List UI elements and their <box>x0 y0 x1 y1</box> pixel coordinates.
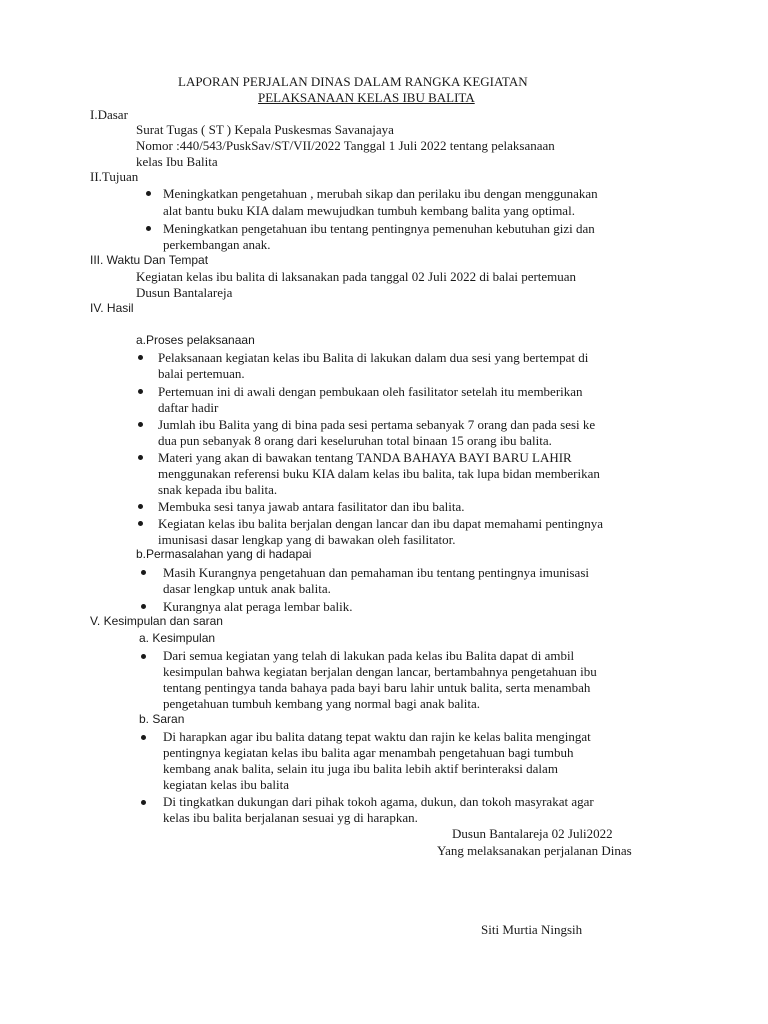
list-item-continued: kesimpulan bahwa kegiatan berjalan dengan lancar, bertambahnya pengetahuan ibu <box>163 664 597 679</box>
section-heading-waktu: III. Waktu Dan Tempat <box>90 253 209 267</box>
list-item-continued: tentang pentingya tanda bahaya pada bayi baru lahir untuk balita, serta menambah <box>163 680 591 695</box>
list-item: Pertemuan ini di awali dengan pembukaan oleh fasilitator setelah itu memberikan <box>158 384 583 399</box>
bullet-icon <box>146 191 151 196</box>
list-item: Kurangnya alat peraga lembar balik. <box>163 599 353 614</box>
list-item: Di tingkatkan dukungan dari pihak tokoh agama, dukun, dan tokoh masyrakat agar <box>163 794 594 809</box>
dasar-line: Surat Tugas ( ST ) Kepala Puskesmas Savanajaya <box>136 122 394 137</box>
section-heading-dasar: I.Dasar <box>90 107 128 122</box>
list-item: Masih Kurangnya pengetahuan dan pemahaman ibu tentang pentingnya imunisasi <box>163 565 589 580</box>
section-heading-hasil: IV. Hasil <box>90 301 134 315</box>
bullet-icon <box>138 521 143 526</box>
bullet-icon <box>141 654 146 659</box>
section-heading-kesimpulan: V. Kesimpulan dan saran <box>90 614 223 628</box>
list-item-continued: dua pun sebanyak 8 orang dari keseluruhan total binaan 15 orang ibu balita. <box>158 433 552 448</box>
dasar-line: Nomor :440/543/PuskSav/ST/VII/2022 Tanggal 1 Juli 2022 tentang pelaksanaan <box>136 138 555 153</box>
list-item-continued: kelas ibu balita berjalanan sesuai yg di harapkan. <box>163 810 418 825</box>
closing-place-date: Dusun Bantalareja 02 Juli2022 <box>452 826 613 841</box>
list-item: Membuka sesi tanya jawab antara fasilitator dan ibu balita. <box>158 499 465 514</box>
list-item-continued: menggunakan referensi buku KIA dalam kelas ibu balita, tak lupa bidan memberikan <box>158 466 600 481</box>
bullet-icon <box>138 455 143 460</box>
bullet-icon <box>141 735 146 740</box>
waktu-line: Kegiatan kelas ibu balita di laksanakan pada tanggal 02 Juli 2022 di balai pertemuan <box>136 269 577 284</box>
bullet-icon <box>141 604 146 609</box>
list-item-continued: perkembangan anak. <box>163 237 271 252</box>
subheading-saran: b. Saran <box>139 712 185 726</box>
list-item-continued: daftar hadir <box>158 400 219 415</box>
list-item-continued: pengetahuan tumbuh kembang yang normal bagi anak balita. <box>163 696 480 711</box>
list-item: Pelaksanaan kegiatan kelas ibu Balita di lakukan dalam dua sesi yang bertempat di <box>158 350 589 365</box>
bullet-icon <box>138 389 143 394</box>
doc-title: LAPORAN PERJALAN DINAS DALAM RANGKA KEGIATAN <box>178 74 528 89</box>
list-item: Meningkatkan pengetahuan ibu tentang pentingnya pemenuhan kebutuhan gizi dan <box>163 221 595 236</box>
list-item: Materi yang akan di bawakan tentang TANDA BAHAYA BAYI BARU LAHIR <box>158 450 572 465</box>
bullet-icon <box>138 422 143 427</box>
list-item: Jumlah ibu Balita yang di bina pada sesi pertama sebanyak 7 orang dan pada sesi ke <box>158 417 596 432</box>
bullet-icon <box>146 226 151 231</box>
subheading-permasalahan: b.Permasalahan yang di hadapai <box>136 547 312 561</box>
list-item: Kegiatan kelas ibu balita berjalan dengan lancar dan ibu dapat memahami pentingnya <box>158 516 604 531</box>
doc-subtitle: PELAKSANAAN KELAS IBU BALITA <box>258 90 475 105</box>
signatory-name: Siti Murtia Ningsih <box>481 922 583 937</box>
list-item-continued: kembang anak balita, selain itu juga ibu balita lebih aktif berinteraksi dalam <box>163 761 558 776</box>
bullet-icon <box>138 355 143 360</box>
closing-role: Yang melaksanakan perjalanan Dinas <box>437 843 632 858</box>
list-item: Di harapkan agar ibu balita datang tepat waktu dan rajin ke kelas balita mengingat <box>163 729 591 744</box>
section-heading-tujuan: II.Tujuan <box>90 169 139 184</box>
list-item: Dari semua kegiatan yang telah di lakukan pada kelas ibu Balita dapat di ambil <box>163 648 575 663</box>
list-item: Meningkatkan pengetahuan , merubah sikap dan perilaku ibu dengan menggunakan <box>163 186 598 201</box>
list-item-continued: kegiatan kelas ibu balita <box>163 777 289 792</box>
list-item-continued: balai pertemuan. <box>158 366 245 381</box>
list-item-continued: snak kepada ibu balita. <box>158 482 278 497</box>
dasar-line: kelas Ibu Balita <box>136 154 218 169</box>
bullet-icon <box>141 570 146 575</box>
list-item-continued: pentingnya kegiatan kelas ibu balita agar menambah pengetahuan bagi tumbuh <box>163 745 574 760</box>
subheading-proses: a.Proses pelaksanaan <box>136 333 255 347</box>
subheading-kesimpulan: a. Kesimpulan <box>139 631 216 645</box>
bullet-icon <box>138 504 143 509</box>
waktu-line: Dusun Bantalareja <box>136 285 233 300</box>
list-item-continued: dasar lengkap untuk anak balita. <box>163 581 331 596</box>
list-item-continued: alat bantu buku KIA dalam mewujudkan tumbuh kembang balita yang optimal. <box>163 203 575 218</box>
bullet-icon <box>141 800 146 805</box>
list-item-continued: imunisasi dasar lengkap yang di bawakan oleh fasilitator. <box>158 532 456 547</box>
